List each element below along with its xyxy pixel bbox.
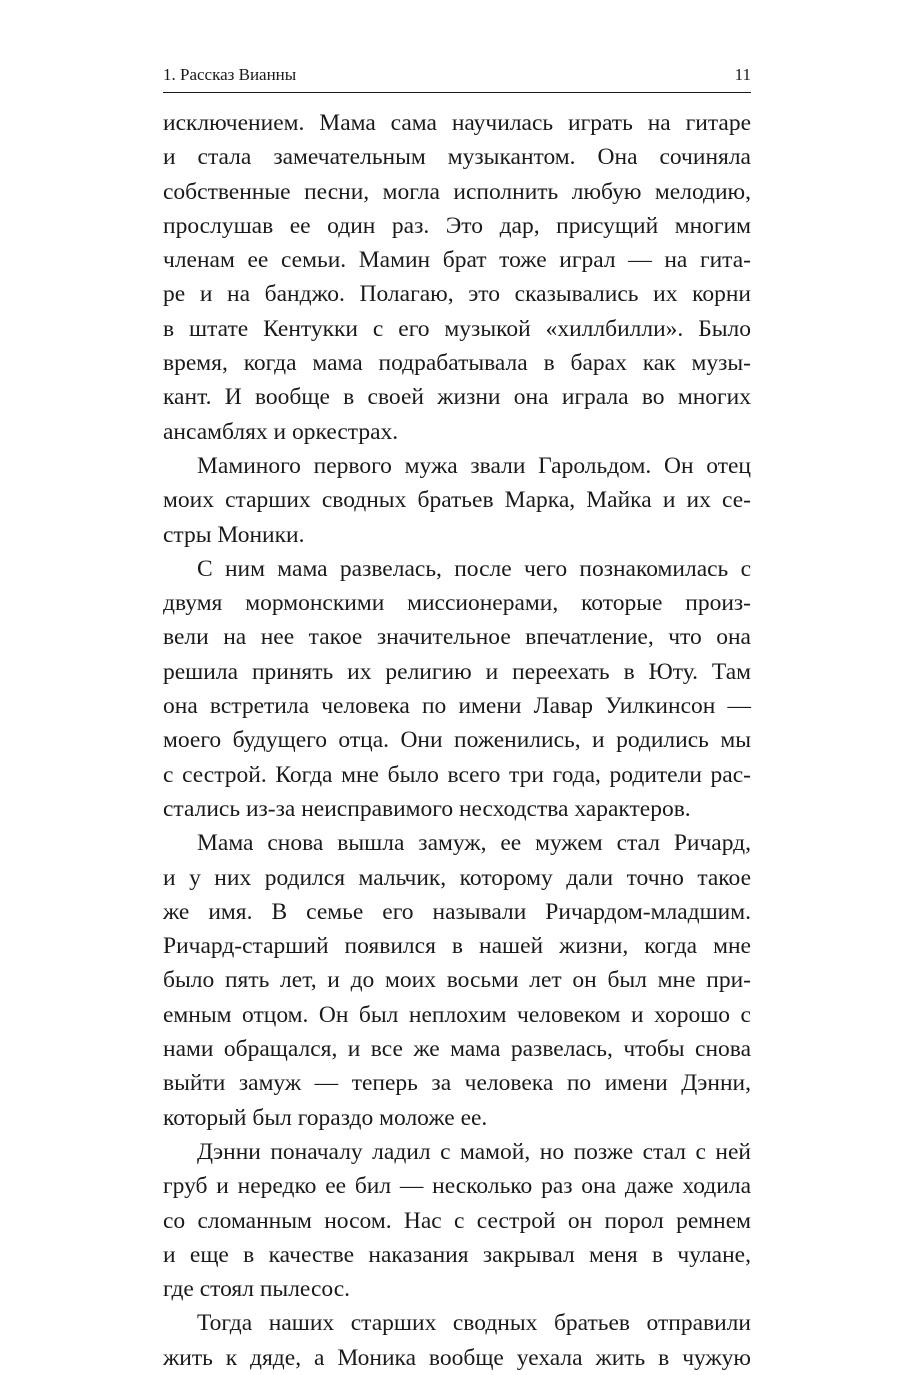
text-line: емным отцом. Он был неплохим человеком и хорошо с [163,1001,751,1028]
text-line: стались из-за неисправимого несходства характеров. [163,795,691,822]
text-line: она встретила человека по имени Лавар Уилкинсон — [163,693,751,720]
running-head [163,60,751,90]
text-line: Ричард-старший появился в нашей жизни, когда мне [163,933,751,960]
text-line: с сестрой. Когда мне было всего три года, родители рас- [163,761,751,788]
text-line: время, когда мама подрабатывала в барах как музы- [163,350,751,377]
text-line: вели на нее такое значительное впечатление, что она [163,624,751,651]
text-line: в штате Кентукки с его музыкой «хиллбилли». Было [163,315,751,342]
text-line: груб и нередко ее бил — несколько раз она даже ходила [163,1173,751,1200]
text-line: моих старших сводных братьев Марка, Майка и их се- [163,487,751,514]
text-line: решила принять их религию и переехать в Юту. Там [163,658,751,685]
chapter-title: 1. Рассказ Вианны [163,65,297,84]
text-line: прослушав ее один раз. Это дар, присущий многим [163,212,751,239]
text-line: С ним мама развелась, после чего познакомилась с [197,555,751,582]
text-line: ре и на банджо. Полагаю, это сказывались их корни [163,281,751,308]
text-line: же имя. В семье его называли Ричардом-младшим. [163,898,751,925]
text-line: Дэнни поначалу ладил с мамой, но позже стал с ней [197,1138,751,1165]
text-line: стры Моники. [163,521,305,548]
text-line: жить к дяде, а Моника вообще уехала жить в чужую [163,1344,751,1371]
body-text [163,106,751,1375]
text-line: Маминого первого мужа звали Гарольдом. Он отец [197,452,751,479]
text-line: где стоял пылесос. [163,1276,351,1303]
text-line: нами обращался, и все же мама развелась, чтобы снова [163,1036,751,1063]
text-line: и у них родился мальчик, которому дали точно такое [163,864,751,891]
text-line: ансамблях и оркестрах. [163,418,399,445]
text-line: со сломанным носом. Нас с сестрой он порол ремнем [163,1207,751,1234]
text-line: Мама снова вышла замуж, ее мужем стал Ричард, [197,830,751,857]
header-rule [163,92,751,93]
text-line: кант. И вообще в своей жизни она играла во многих [163,384,751,411]
text-line: и стала замечательным музыкантом. Она сочиняла [163,144,751,171]
page-number: 11 [734,65,751,84]
text-line: моего будущего отца. Они поженились, и родились мы [163,727,751,754]
text-line: собственные песни, могла исполнить любую мелодию, [163,178,751,205]
text-line: членам ее семьи. Мамин брат тоже играл — на гита- [163,247,751,274]
text-line: исключением. Мама сама научилась играть на гитаре [163,110,751,136]
text-line: Тогда наших старших сводных братьев отправили [197,1310,751,1337]
text-line: и еще в качестве наказания закрывал меня в чулане, [163,1241,751,1268]
text-line: который был гораздо моложе ее. [163,1104,488,1131]
text-line: выйти замуж — теперь за человека по имени Дэнни, [163,1070,751,1097]
text-line: двумя мормонскими миссионерами, которые произ- [163,590,751,617]
text-line: было пять лет, и до моих восьми лет он был мне при- [163,967,751,994]
